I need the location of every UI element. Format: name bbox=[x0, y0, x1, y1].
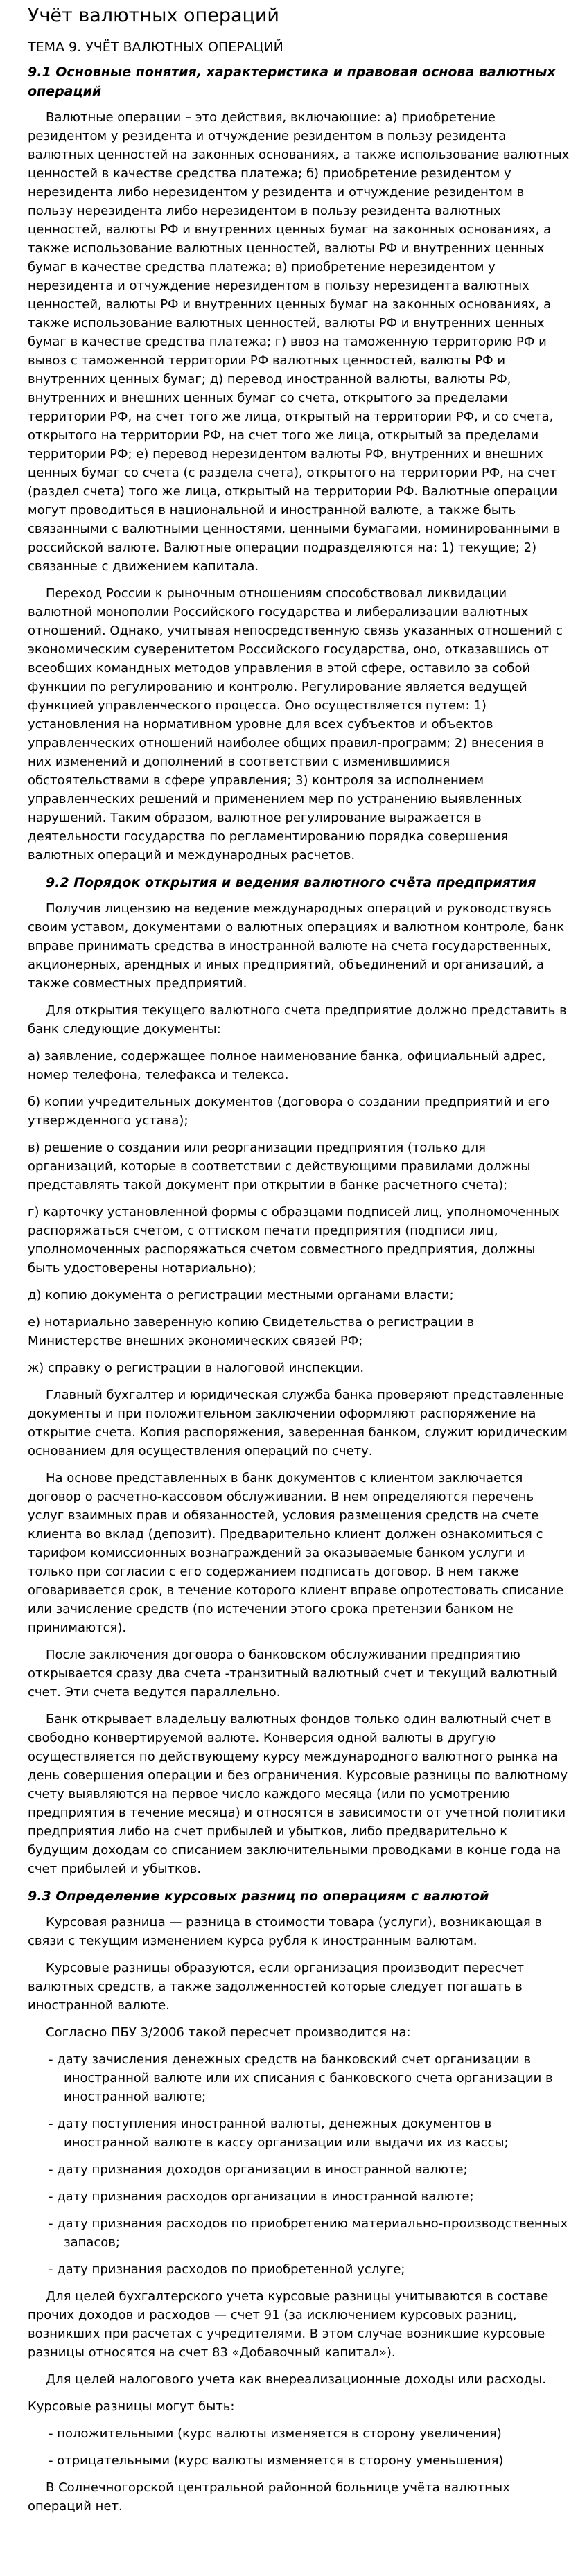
section-heading-9-2: 9.2 Порядок открытия и ведения валютного счёта предприятия bbox=[46, 875, 536, 890]
list-item: б) копии учредительных документов (договора о создании предприятий и его утвержденного устава); bbox=[28, 1095, 550, 1128]
paragraph: Согласно ПБУ 3/2006 такой пересчет производится на: bbox=[46, 2025, 411, 2040]
list-item: в) решение о создании или реорганизации предприятия (только для организаций, которые в соответствии с действующими правилами должны представлять такой документ при открытии в банке расчетного счета); bbox=[28, 1140, 531, 1192]
paragraph: Курсовые разницы образуются, если организация производит пересчет валютных средств, а также задолженностей которые следует погашать в иностранной валюте. bbox=[28, 1961, 524, 2013]
dash-list-item: - дату признания расходов организации в иностранной валюте; bbox=[49, 2189, 474, 2204]
section-heading-9-3: 9.3 Определение курсовых разниц по операциям с валютой bbox=[28, 1889, 489, 1904]
paragraph: Для целей бухгалтерского учета курсовые разницы учитываются в составе прочих доходов и расходов — счет 91 (за исключением курсовых разниц, возникших при расчетах с учредителями. В этом случае возникшие курсовые разницы относятся на счет 83 «Добавочный капитал»). bbox=[28, 2289, 549, 2360]
paragraph: Для целей налогового учета как внереализационные доходы или расходы. bbox=[46, 2372, 546, 2387]
list-item: ж) справку о регистрации в налоговой инспекции. bbox=[28, 1361, 365, 1375]
list-item: е) нотариально заверенную копию Свидетельства о регистрации в Министерстве внешних экономических связей РФ; bbox=[28, 1315, 474, 1348]
paragraph: На основе представленных в банк документов с клиентом заключается договор о расчетно-кассовом обслуживании. В нем определяются перечень услуг взаимных прав и обязанностей, условия размещения средств на счете клиента во вклад (депозит). Предварительно клиент должен ознакомиться с тарифом комиссионных вознаграждений за оказываемые банком услуги и только при согласии с его содержанием подписать договор. В нем также оговаривается срок, в течение которого клиент вправе опротестовать списание или зачисление средств (по истечении этого срока претензии банком не принимаются). bbox=[28, 1471, 564, 1635]
paragraph: Курсовая разница — разница в стоимости товара (услуги), возникающая в связи с текущим изменением курса рубля к иностранным валютам. bbox=[28, 1915, 543, 1948]
list-item: г) карточку установленной формы с образцами подписей лиц, уполномоченных распоряжаться счетом, с оттиском печати предприятия (подписи лиц, уполномоченных распоряжаться счетом совместного предприятия, должны быть удостоверены нотариально); bbox=[28, 1205, 559, 1276]
section-heading-9-1: 9.1 Основные понятия, характеристика и правовая основа валютных операций bbox=[28, 64, 556, 99]
dash-list-item: - дату зачисления денежных средств на банковский счет организации в иностранной валюте или их списания с банковского счета организации в иностранной валюте; bbox=[49, 2052, 553, 2104]
paragraph: Курсовые разницы могут быть: bbox=[28, 2399, 235, 2414]
paragraph: Главный бухгалтер и юридическая служба банка проверяют представленные документы и при положительном заключении оформляют распоряжение на открытие счета. Копия распоряжения, заверенная банком, служит юридическим основанием для осуществления операций по счету. bbox=[28, 1388, 568, 1458]
dash-list-item: - дату поступления иностранной валюты, денежных документов в иностранной валюте в кассу организации или выдачи их из кассы; bbox=[49, 2117, 509, 2150]
list-item: а) заявление, содержащее полное наименование банка, официальный адрес, номер телефона, телефакса и телекса. bbox=[28, 1049, 546, 1082]
dash-list-item: - положительными (курс валюты изменяется в сторону увеличения) bbox=[49, 2426, 502, 2441]
closing-paragraph: В Солнечногорской центральной районной больнице учёта валютных операций нет. bbox=[28, 2480, 510, 2514]
list-item: д) копию документа о регистрации местными органами власти; bbox=[28, 1288, 454, 1303]
paragraph: Получив лицензию на ведение международных операций и руководствуясь своим уставом, документами о валютных операциях и валютном контроле, банк вправе принимать средства в иностранной валюте на счета государственных, акционерных, арендных и иных предприятий, объединений и организаций, а также совместных предприятий. bbox=[28, 901, 565, 991]
topic-heading: ТЕМА 9. УЧЁТ ВАЛЮТНЫХ ОПЕРАЦИЙ bbox=[28, 39, 283, 55]
dash-list-item: - дату признания доходов организации в иностранной валюте; bbox=[49, 2162, 468, 2177]
dash-list-item: - дату признания расходов по приобретенной услуге; bbox=[49, 2262, 405, 2277]
dash-list-item: - дату признания расходов по приобретению материально-производственных запасов; bbox=[49, 2216, 568, 2250]
paragraph: Банк открывает владельцу валютных фондов только один валютный счет в свободно конвертируемой валюте. Конверсия одной валюты в другую осуществляется по действующему курсу международного валютного рынка на день совершения операции и без ограничения. Курсовые разницы по валютному счету выявляются на первое число каждого месяца (или по усмотрению предприятия в течение месяца) и относятся в зависимости от учетной политики предприятия либо на счет прибылей и убытков, либо предварительно к будущим доходам со списанием заключительными проводками в конце года на счет прибылей и убытков. bbox=[28, 1712, 568, 1876]
paragraph: Переход России к рыночным отношениям способствовал ликвидации валютной монополии Российского государства и либерализации валютных отношений. Однако, учитывая непосредственную связь указанных отношений с экономическим суверенитетом Российского государства, оно, отказавшись от всеобщих командных методов управления в этой сфере, оставило за собой функции по регулированию и контролю. Регулирование является ведущей функцией управленческого процесса. Оно осуществляется путем: 1) установления на нормативном уровне для всех субъектов и объектов управленческих отношений наиболее общих правил-программ; 2) внесения в них изменений и дополнений в соответствии с изменившимися обстоятельствами в сфере управления; 3) контроля за исполнением управленческих решений и применением мер по устранению выявленных нарушений. Таким образом, валютное регулирование выражается в деятельности государства по регламентированию порядка совершения валютных операций и международных расчетов. bbox=[28, 586, 563, 863]
paragraph: После заключения договора о банковском обслуживании предприятию открывается сразу два счета -транзитный валютный счет и текущий валютный счет. Эти счета ведутся параллельно. bbox=[28, 1648, 557, 1700]
paragraph: Для открытия текущего валютного счета предприятие должно представить в банк следующие документы: bbox=[28, 1003, 567, 1036]
dash-list-item: - отрицательными (курс валюты изменяется в сторону уменьшения) bbox=[49, 2453, 504, 2468]
document-title: Учёт валютных операций bbox=[28, 5, 279, 26]
paragraph: Валютные операции – это действия, включающие: а) приобретение резидентом у резидента и отчуждение резидентом в пользу резидента валютных ценностей на законных основаниях, а также использование валютных ценностей в качестве средства платежа; б) приобретение резидентом у нерезидента либо нерезидентом у резидента и отчуждение резидентом в пользу нерезидента либо нерезидентом в пользу резидента валютных ценностей, валюты РФ и внутренних ценных бумаг на законных основаниях, а также использование валютных ценностей, валюты РФ и внутренних ценных бумаг в качестве средства платежа; в) приобретение нерезидентом у нерезидента и отчуждение нерезидентом в пользу нерезидента валютных ценностей, валюты РФ и внутренних ценных бумаг на законных основаниях, а также использование валютных ценностей, валюты РФ и внутренних ценных бумаг в качестве средства платежа; г) ввоз на таможенную территорию РФ и вывоз с таможенной территории РФ валютных ценностей, валюты РФ и внутренних ценных бумаг; д) перевод иностранной валюты, валюты РФ, внутренних и внешних ценных бумаг со счета, открытого за пределами территории РФ, на счет того же лица, открытый на территории РФ, и со счета, открытого на территории РФ, на счет того же лица, открытый за пределами территории РФ; е) перевод нерезидентом валюты РФ, внутренних и внешних ценных бумаг со счета (с раздела счета), открытого на территории РФ, на счет (раздел счета) того же лица, открытый на территории РФ. Валютные операции могут проводиться в национальной и иностранной валюте, а также быть связанными с валютными ценностями, ценными бумагами, номинированными в российской валюте. Валютные операции подразделяются на: 1) текущие; 2) связанные с движением капитала. bbox=[28, 110, 570, 574]
